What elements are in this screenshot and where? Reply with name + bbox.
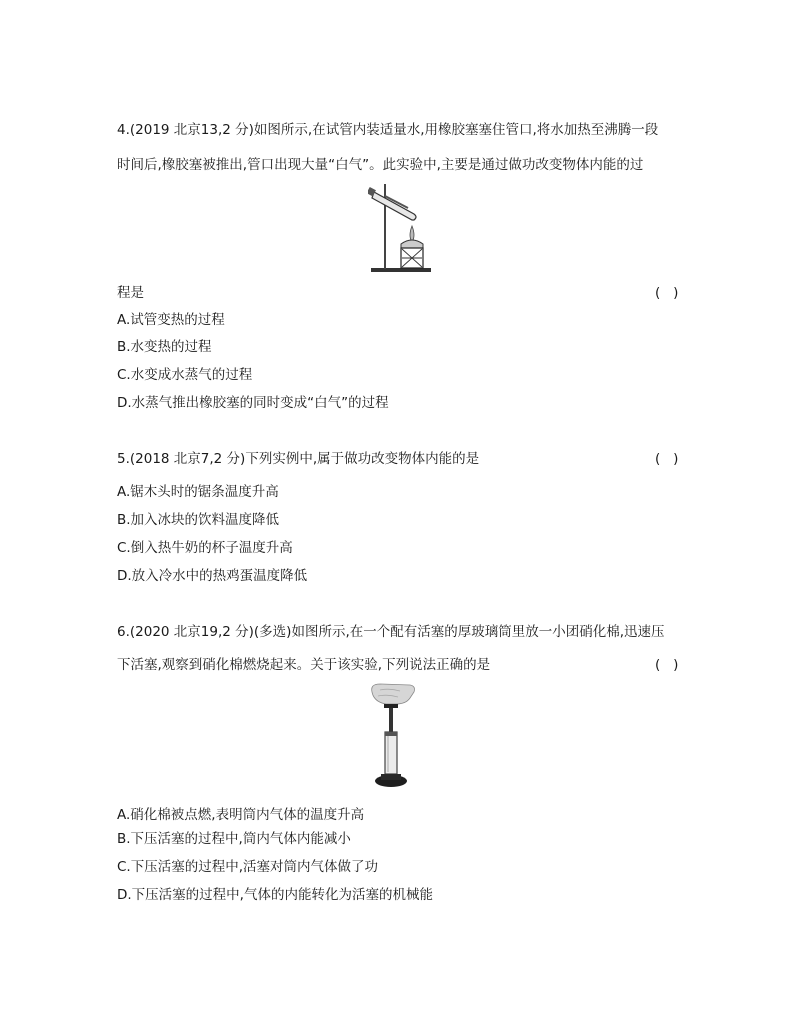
q6-stem-line-2: 下活塞,观察到硝化棉燃烧起来。关于该实验,下列说法正确的是 <box>117 657 491 673</box>
q4-option-a: A.试管变热的过程 <box>117 312 225 328</box>
q4-answer-bracket: ( ) <box>655 285 679 301</box>
test-tube-heating-figure <box>368 178 434 274</box>
hand-icon <box>372 684 415 704</box>
stand-base <box>371 268 431 272</box>
piston-cylinder-figure <box>366 682 418 790</box>
piston-head <box>385 732 397 736</box>
base-collar <box>381 774 401 780</box>
q6-option-b: B.下压活塞的过程中,筒内气体内能减小 <box>117 831 351 847</box>
q4-option-c: C.水变成水蒸气的过程 <box>117 367 253 383</box>
q5-option-b: B.加入冰块的饮料温度降低 <box>117 512 280 528</box>
piston-handle <box>384 704 398 708</box>
q4-stem-line-3: 程是 <box>117 285 144 301</box>
q4-option-b: B.水变热的过程 <box>117 339 212 355</box>
q5-option-c: C.倒入热牛奶的杯子温度升高 <box>117 540 293 556</box>
q4-stem-line-2: 时间后,橡胶塞被推出,管口出现大量“白气”。此实验中,主要是通过做功改变物体内能的过 <box>117 157 644 173</box>
test-tube <box>372 192 416 220</box>
q5-answer-bracket: ( ) <box>655 451 679 467</box>
alcohol-lamp <box>401 240 423 248</box>
q4-option-d: D.水蒸气推出橡胶塞的同时变成“白气”的过程 <box>117 395 389 411</box>
q6-option-d: D.下压活塞的过程中,气体的内能转化为活塞的机械能 <box>117 887 433 903</box>
q5-stem-line-1: 5.(2018 北京7,2 分)下列实例中,属于做功改变物体内能的是 <box>117 451 480 467</box>
piston-rod <box>389 708 393 732</box>
q6-option-c: C.下压活塞的过程中,活塞对筒内气体做了功 <box>117 859 379 875</box>
q5-option-a: A.锯木头时的锯条温度升高 <box>117 484 279 500</box>
q6-option-a: A.硝化棉被点燃,表明筒内气体的温度升高 <box>117 807 365 823</box>
q6-stem-line-1: 6.(2020 北京19,2 分)(多选)如图所示,在一个配有活塞的厚玻璃筒里放一小团硝化棉,迅速压 <box>117 624 665 640</box>
q6-answer-bracket: ( ) <box>655 657 679 673</box>
q5-option-d: D.放入冷水中的热鸡蛋温度降低 <box>117 568 308 584</box>
glass-cylinder <box>385 732 397 774</box>
q4-stem-line-1: 4.(2019 北京13,2 分)如图所示,在试管内装适量水,用橡胶塞塞住管口,将水加热至沸腾一段 <box>117 122 659 138</box>
